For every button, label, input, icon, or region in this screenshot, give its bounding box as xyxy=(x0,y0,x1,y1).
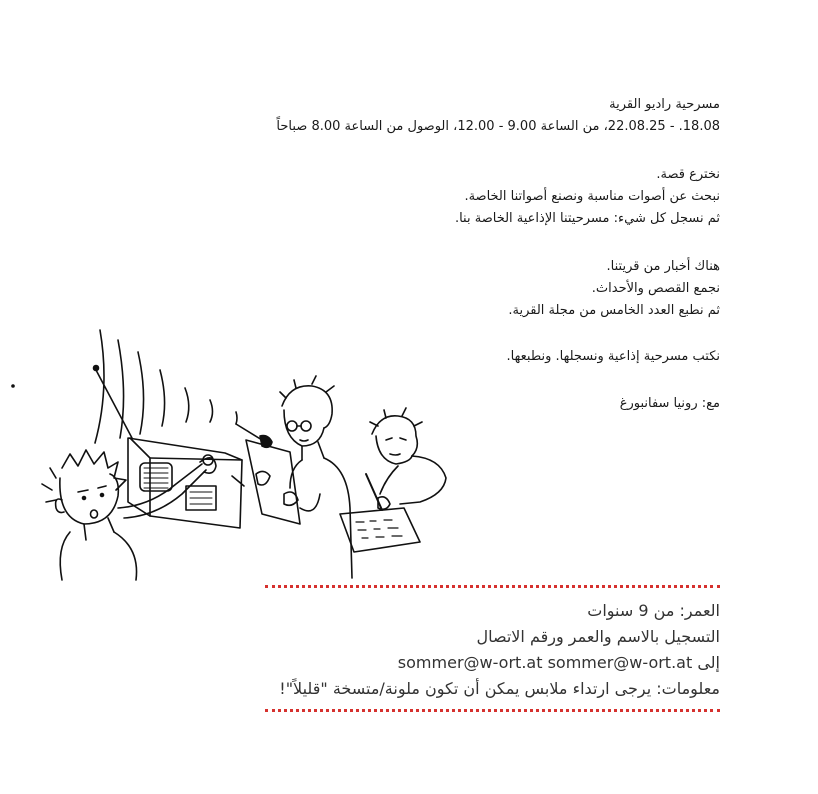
news-line: نجمع القصص والأحداث. xyxy=(591,281,720,296)
intro-line: نخترع قصة. xyxy=(656,167,720,182)
radio-play-illustration-icon xyxy=(0,318,480,598)
event-title: مسرحية راديو القرية xyxy=(609,97,720,112)
email-line: إلى sommer@w-ort.at sommer@w-ort.at xyxy=(397,653,720,672)
info-box xyxy=(120,598,720,702)
intro-paragraph xyxy=(160,164,720,230)
event-dates: 18.08. - 22.08.25، من الساعة 9.00 - 12.00، الوصول من الساعة 8.00 صباحاً xyxy=(276,119,720,134)
divider-top xyxy=(265,585,720,588)
event-header xyxy=(160,94,720,138)
age-line: العمر: من 9 سنوات xyxy=(587,601,720,620)
registration-line: التسجيل بالاسم والعمر ورقم الاتصال xyxy=(476,627,720,646)
news-line: ثم نطبع العدد الخامس من مجلة القرية. xyxy=(508,303,720,318)
news-line: هناك أخبار من قريتنا. xyxy=(606,259,720,274)
summary-line: نكتب مسرحية إذاعية ونسجلها. ونطبعها. xyxy=(506,349,720,364)
intro-line: ثم نسجل كل شيء: مسرحيتنا الإذاعية الخاصة بنا. xyxy=(454,211,720,226)
instructor-line: مع: رونيا سفانبورغ xyxy=(619,396,720,411)
intro-line: نبحث عن أصوات مناسبة ونصنع أصواتنا الخاصة. xyxy=(464,189,720,204)
note-line: معلومات: يرجى ارتداء ملابس يمكن أن تكون ملونة/متسخة "قليلاً"! xyxy=(279,679,720,698)
divider-bottom xyxy=(265,709,720,712)
news-paragraph xyxy=(160,256,720,322)
